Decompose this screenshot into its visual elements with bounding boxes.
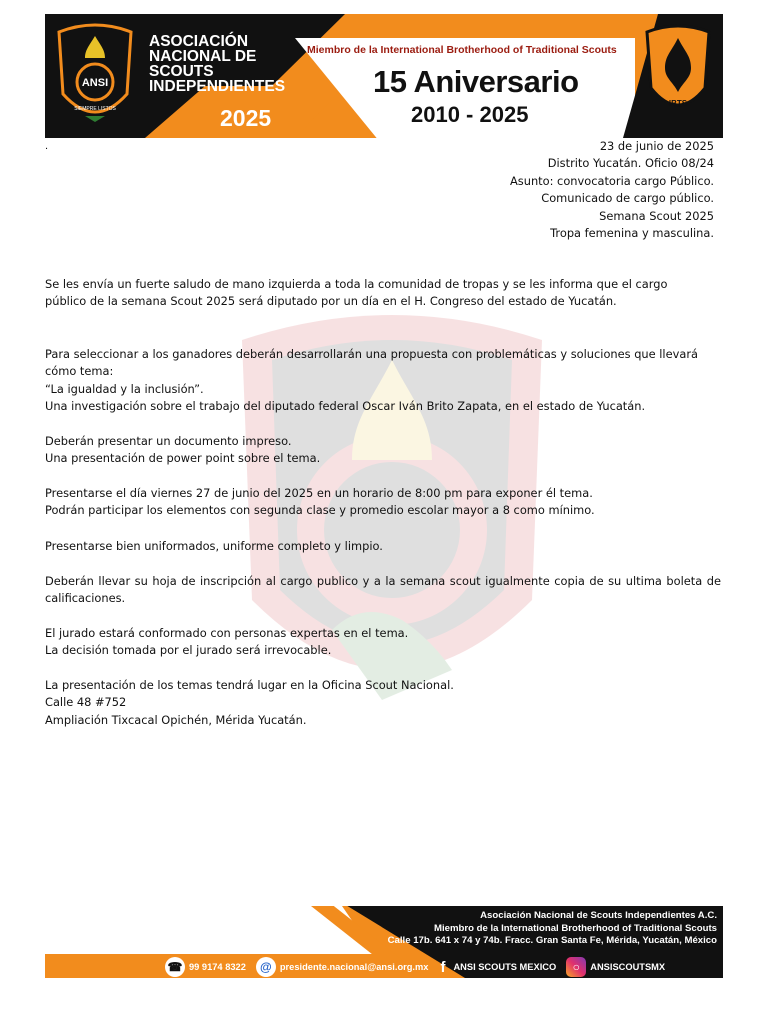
selection-paragraph: Para seleccionar a los ganadores deberán desarrollarán una propuesta con problemáticas y soluciones que llevará cómo tema: “La igualdad y la inclusión”. Una investigación sobre el trabajo del diputado federal Oscar Iván Brito Zapata, en el estado de Yucatán. [45, 347, 698, 414]
footer-facebook[interactable]: ANSI SCOUTS MEXICO [453, 962, 557, 972]
org-year: 2025 [220, 105, 272, 131]
anniversary-years: 2010 - 2025 [411, 102, 529, 127]
footer-email[interactable]: presidente.nacional@ansi.org.mx [279, 962, 429, 972]
svg-text:ANSI: ANSI [81, 77, 109, 89]
letter-event: Semana Scout 2025 [599, 208, 714, 223]
letter-type: Comunicado de cargo público. [541, 191, 714, 206]
registration-paragraph: Deberán llevar su hoja de inscripción al cargo publico y a la semana scout igualmente copia de su ultima boleta de calificaciones. [45, 574, 721, 606]
facebook-icon: f [440, 958, 446, 976]
email-icon: @ [256, 957, 276, 977]
svg-text:IBTS: IBTS [668, 99, 688, 108]
letter-date: 23 de junio de 2025 [599, 139, 714, 153]
ansi-shield-logo [55, 22, 135, 130]
instagram-icon: ○ [566, 957, 586, 977]
phone-icon: ☎ [165, 957, 185, 977]
schedule-paragraph: Presentarse el día viernes 27 de junio del 2025 en un horario de 8:00 pm para exponer él tema. Podrán participar los elementos con segunda clase y promedio escolar mayor a 8 como mínimo. [45, 486, 595, 518]
org-name: ASOCIACIÓN NACIONAL DE SCOUTS INDEPENDIENTES [149, 33, 286, 95]
footer-info: Asociación Nacional de Scouts Independientes A.C. Miembro de la International Brotherhood of Traditional Scouts Calle 17b. 641 x 74 y 74b. Fracc. Gran Santa Fe, Mérida, Yucatán, México [387, 910, 717, 946]
svg-text:SIEMPRE LISTOS: SIEMPRE LISTOS [74, 106, 116, 112]
stray-mark: . [45, 140, 49, 152]
footer-phone[interactable]: 99 9174 8322 [189, 962, 246, 972]
jury-paragraph: El jurado estará conformado con personas expertas en el tema. La decisión tomada por el jurado será irrevocable. [45, 626, 409, 658]
letter-meta [510, 138, 714, 242]
footer-instagram[interactable]: ANSISCOUTSMX [590, 962, 666, 972]
ibts-shield-logo [643, 22, 713, 126]
letter-district: Distrito Yucatán. Oficio 08/24 [547, 156, 714, 171]
letter-subject: Asunto: convocatoria cargo Público. [510, 173, 714, 188]
footer-contacts [165, 956, 665, 978]
location-paragraph: La presentación de los temas tendrá lugar en la Oficina Scout Nacional. Calle 48 #752 Ampliación Tixcacal Opichén, Mérida Yucatán. [45, 678, 454, 727]
member-text: Miembro de la International Brotherhood of Traditional Scouts [307, 44, 617, 56]
intro-paragraph: Se les envía un fuerte saludo de mano izquierda a toda la comunidad de tropas y se les informa que el cargo público de la semana Scout 2025 será diputado por un día en el H. Congreso del estado de Yucatán. [45, 277, 668, 309]
uniform-paragraph: Presentarse bien uniformados, uniforme completo y limpio. [45, 539, 383, 553]
footer-banner [45, 906, 723, 978]
anniversary-title: 15 Aniversario [373, 64, 579, 99]
requirements-paragraph: Deberán presentar un documento impreso. Una presentación de power point sobre el tema. [45, 434, 321, 466]
header-banner [45, 14, 723, 138]
letter-audience: Tropa femenina y masculina. [550, 226, 714, 241]
